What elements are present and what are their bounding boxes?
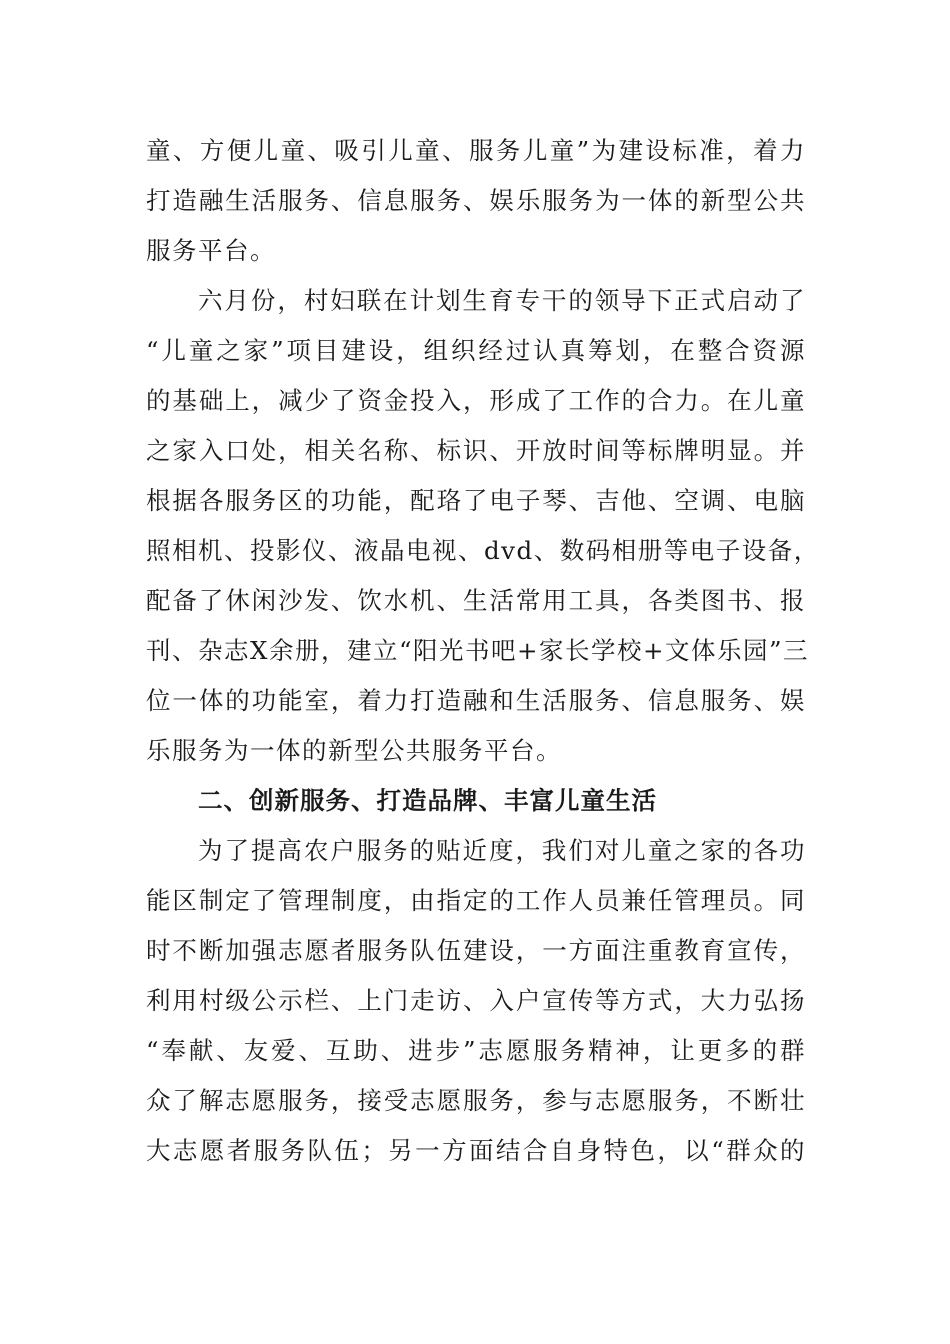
paragraph-line: 众了解志愿服务，接受志愿服务，参与志愿服务，不断壮 <box>146 1086 806 1115</box>
paragraph-line: 能区制定了管理制度，由指定的工作人员兼任管理员。同 <box>146 886 806 915</box>
paragraph-line: 根据各服务区的功能，配珞了电子琴、吉他、空调、电脑 <box>146 486 806 515</box>
paragraph-line: 大志愿者服务队伍；另一方面结合自身特色，以“群众的 <box>146 1136 806 1165</box>
paragraph-line: 之家入口处，相关名称、标识、开放时间等标牌明显。并 <box>146 436 806 465</box>
document-body <box>146 126 820 1176</box>
section-heading: 二、创新服务、打造品牌、丰富儿童生活 <box>198 786 657 815</box>
paragraph-line: 为了提高农户服务的贴近度，我们对儿童之家的各功 <box>198 836 806 865</box>
paragraph-line: 刊、杂志X余册，建立“阳光书吧+家长学校+文体乐园”三 <box>146 636 810 665</box>
paragraph-line: 的基础上，减少了资金投入，形成了工作的合力。在儿童 <box>146 386 806 415</box>
paragraph-line: 打造融生活服务、信息服务、娱乐服务为一体的新型公共 <box>146 186 806 215</box>
paragraph-line: 乐服务为一体的新型公共服务平台。 <box>146 736 562 765</box>
paragraph-line: 位一体的功能室，着力打造融和生活服务、信息服务、娱 <box>146 686 806 715</box>
paragraph-line: “儿童之家”项目建设，组织经过认真筹划，在整合资源 <box>146 336 806 365</box>
paragraph-line: 照相机、投影仪、液晶电视、dvd、数码相册等电子设备， <box>146 536 820 565</box>
paragraph-line: 配备了休闲沙发、饮水机、生活常用工具，各类图书、报 <box>146 586 806 615</box>
paragraph-line: “奉献、友爱、互助、进步”志愿服务精神，让更多的群 <box>146 1036 806 1065</box>
paragraph-line: 服务平台。 <box>146 236 276 265</box>
paragraph-line: 时不断加强志愿者服务队伍建设，一方面注重教育宣传， <box>146 936 806 965</box>
paragraph-line: 童、方便儿童、吸引儿童、服务儿童”为建设标准，着力 <box>146 136 806 165</box>
paragraph-line: 利用村级公示栏、上门走访、入户宣传等方式，大力弘扬 <box>146 986 806 1015</box>
paragraph-line: 六月份，村妇联在计划生育专干的领导下正式启动了 <box>198 286 806 315</box>
